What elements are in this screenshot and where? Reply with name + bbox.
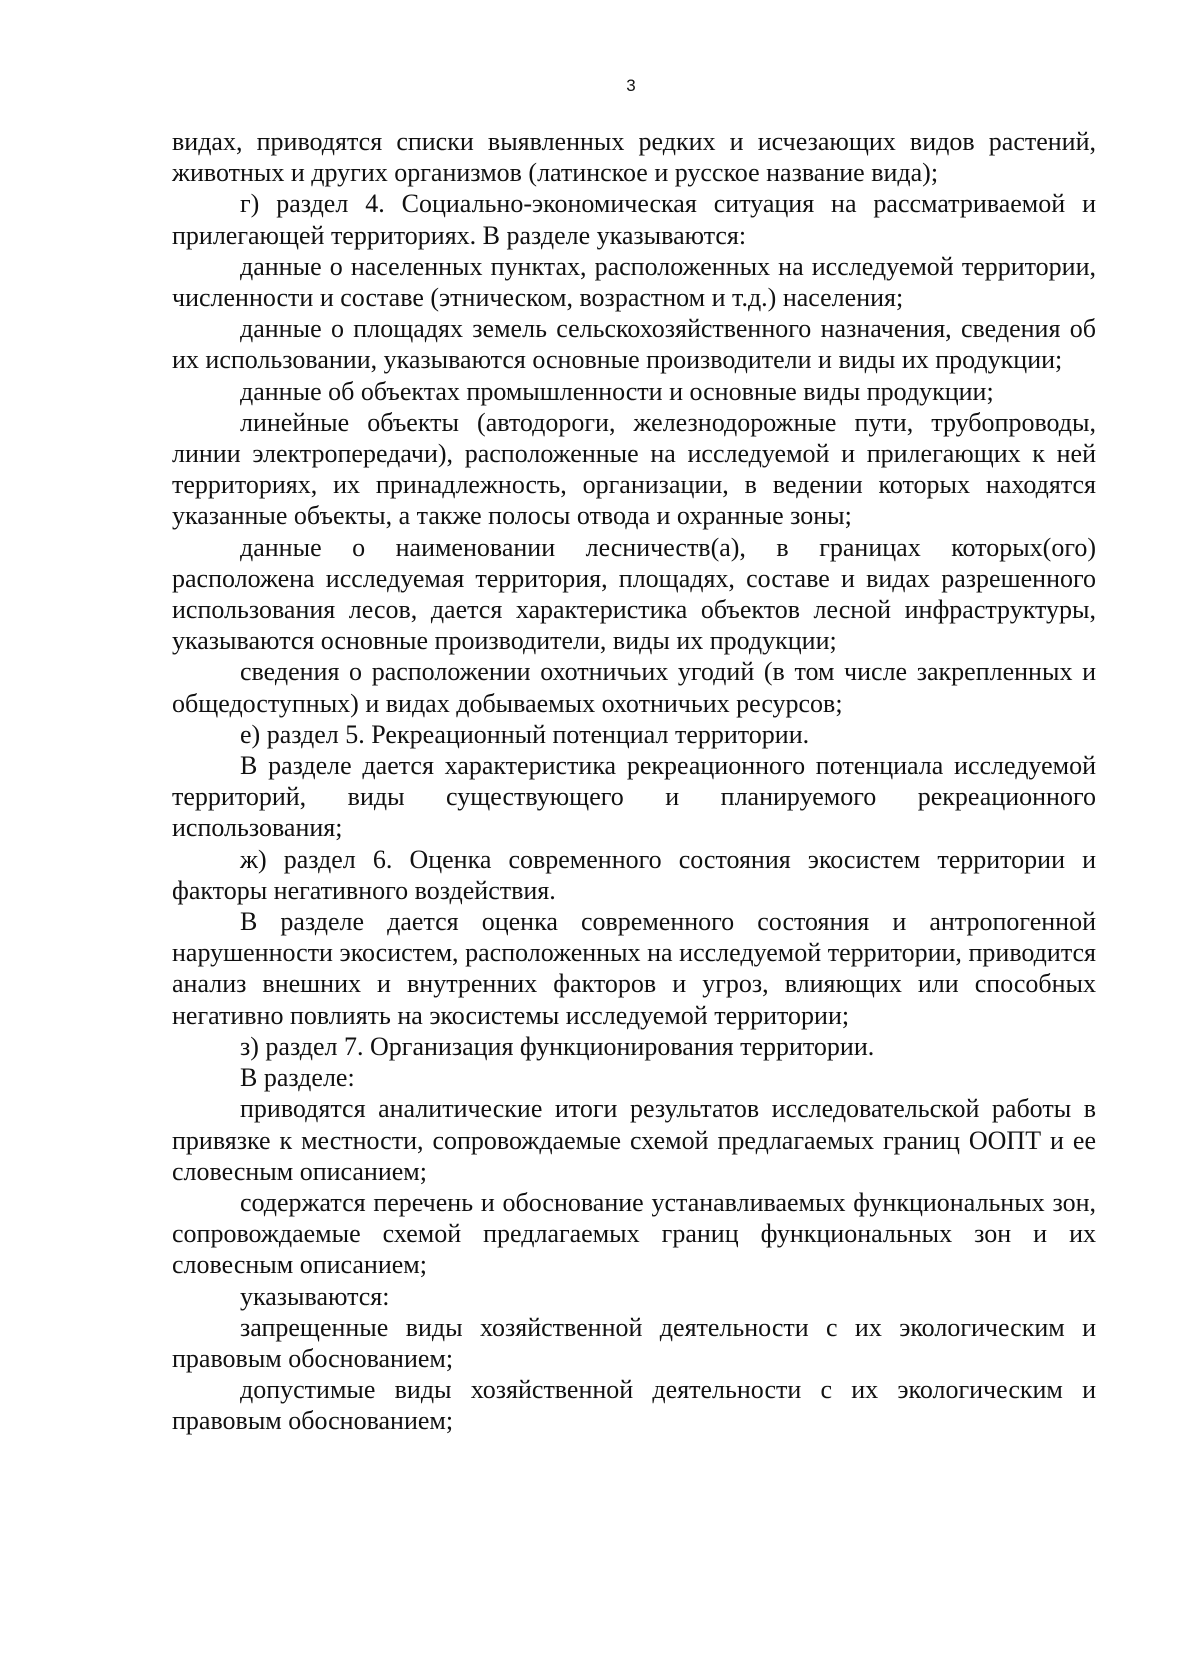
paragraph-indicated: указываются: [240,1281,390,1311]
paragraph-prohibited-activities: запрещенные виды хозяйственной деятельности с их экологическим и правовым обоснованием; [172,1312,1096,1373]
paragraph-in-section: В разделе: [240,1063,355,1093]
document-body [172,126,1096,1437]
paragraph-section-7-heading: з) раздел 7. Организация функционирования территории. [240,1031,875,1061]
paragraph-section-6-heading: ж) раздел 6. Оценка современного состояния экосистем территории и факторы негативного воздействия. [172,844,1096,905]
paragraph-functional-zones: содержатся перечень и обоснование устанавливаемых функциональных зон, сопровождаемые схемой предлагаемых границ функциональных зон и их словесным описанием; [172,1187,1096,1280]
paragraph-ecosystem-assessment: В разделе дается оценка современного состояния и антропогенной нарушенности экосистем, расположенных на исследуемой территории, приводится анализ внешних и внутренних факторов и угроз, влияющих или способных негативно повлиять на экосистемы исследуемой территории; [172,907,1096,1030]
paragraph-analytic-results: приводятся аналитические итоги результатов исследовательской работы в привязке к местности, сопровождаемые схемой предлагаемых границ ООПТ и ее словесным описанием; [172,1094,1096,1186]
paragraph-hunting-grounds: сведения о расположении охотничьих угодий (в том числе закрепленных и общедоступных) и видах добываемых охотничьих ресурсов; [172,657,1096,718]
paragraph-section-5-heading: е) раздел 5. Рекреационный потенциал территории. [240,719,810,749]
paragraph-species-lists: видах, приводятся списки выявленных редких и исчезающих видов растений, животных и других организмов (латинское и русское название вида); [172,127,1096,188]
paragraph-agricultural-lands: данные о площадях земель сельскохозяйственного назначения, сведения об их использовании, указываются основные производители и виды их продукции; [172,314,1096,375]
paragraph-recreation: В разделе дается характеристика рекреационного потенциала исследуемой территорий, виды существующего и планируемого рекреационного использования; [172,751,1096,843]
paragraph-forestry: данные о наименовании лесничеств(а), в границах которых(ого) расположена исследуемая территория, площадях, составе и видах разрешенного использования лесов, дается характеристика объектов лесной инфраструктуры, указываются основные производители, виды их продукции; [172,532,1096,656]
paragraph-section-4-heading: г) раздел 4. Социально-экономическая ситуация на рассматриваемой и прилегающей территориях. В разделе указываются: [172,189,1096,250]
paragraph-settlements: данные о населенных пунктах, расположенных на исследуемой территории, численности и составе (этническом, возрастном и т.д.) населения; [172,251,1096,313]
page-number: 3 [626,76,636,95]
paragraph-permitted-activities: допустимые виды хозяйственной деятельности с их экологическим и правовым обоснованием; [172,1375,1096,1436]
paragraph-industry: данные об объектах промышленности и основные виды продукции; [240,376,994,406]
paragraph-linear-objects: линейные объекты (автодороги, железнодорожные пути, трубопроводы, линии электропередачи), расположенные на исследуемой и прилегающих к ней территориях, их принадлежность, организации, в ведении которых находятся указанные объекты, а также полосы отвода и охранные зоны; [172,407,1096,531]
